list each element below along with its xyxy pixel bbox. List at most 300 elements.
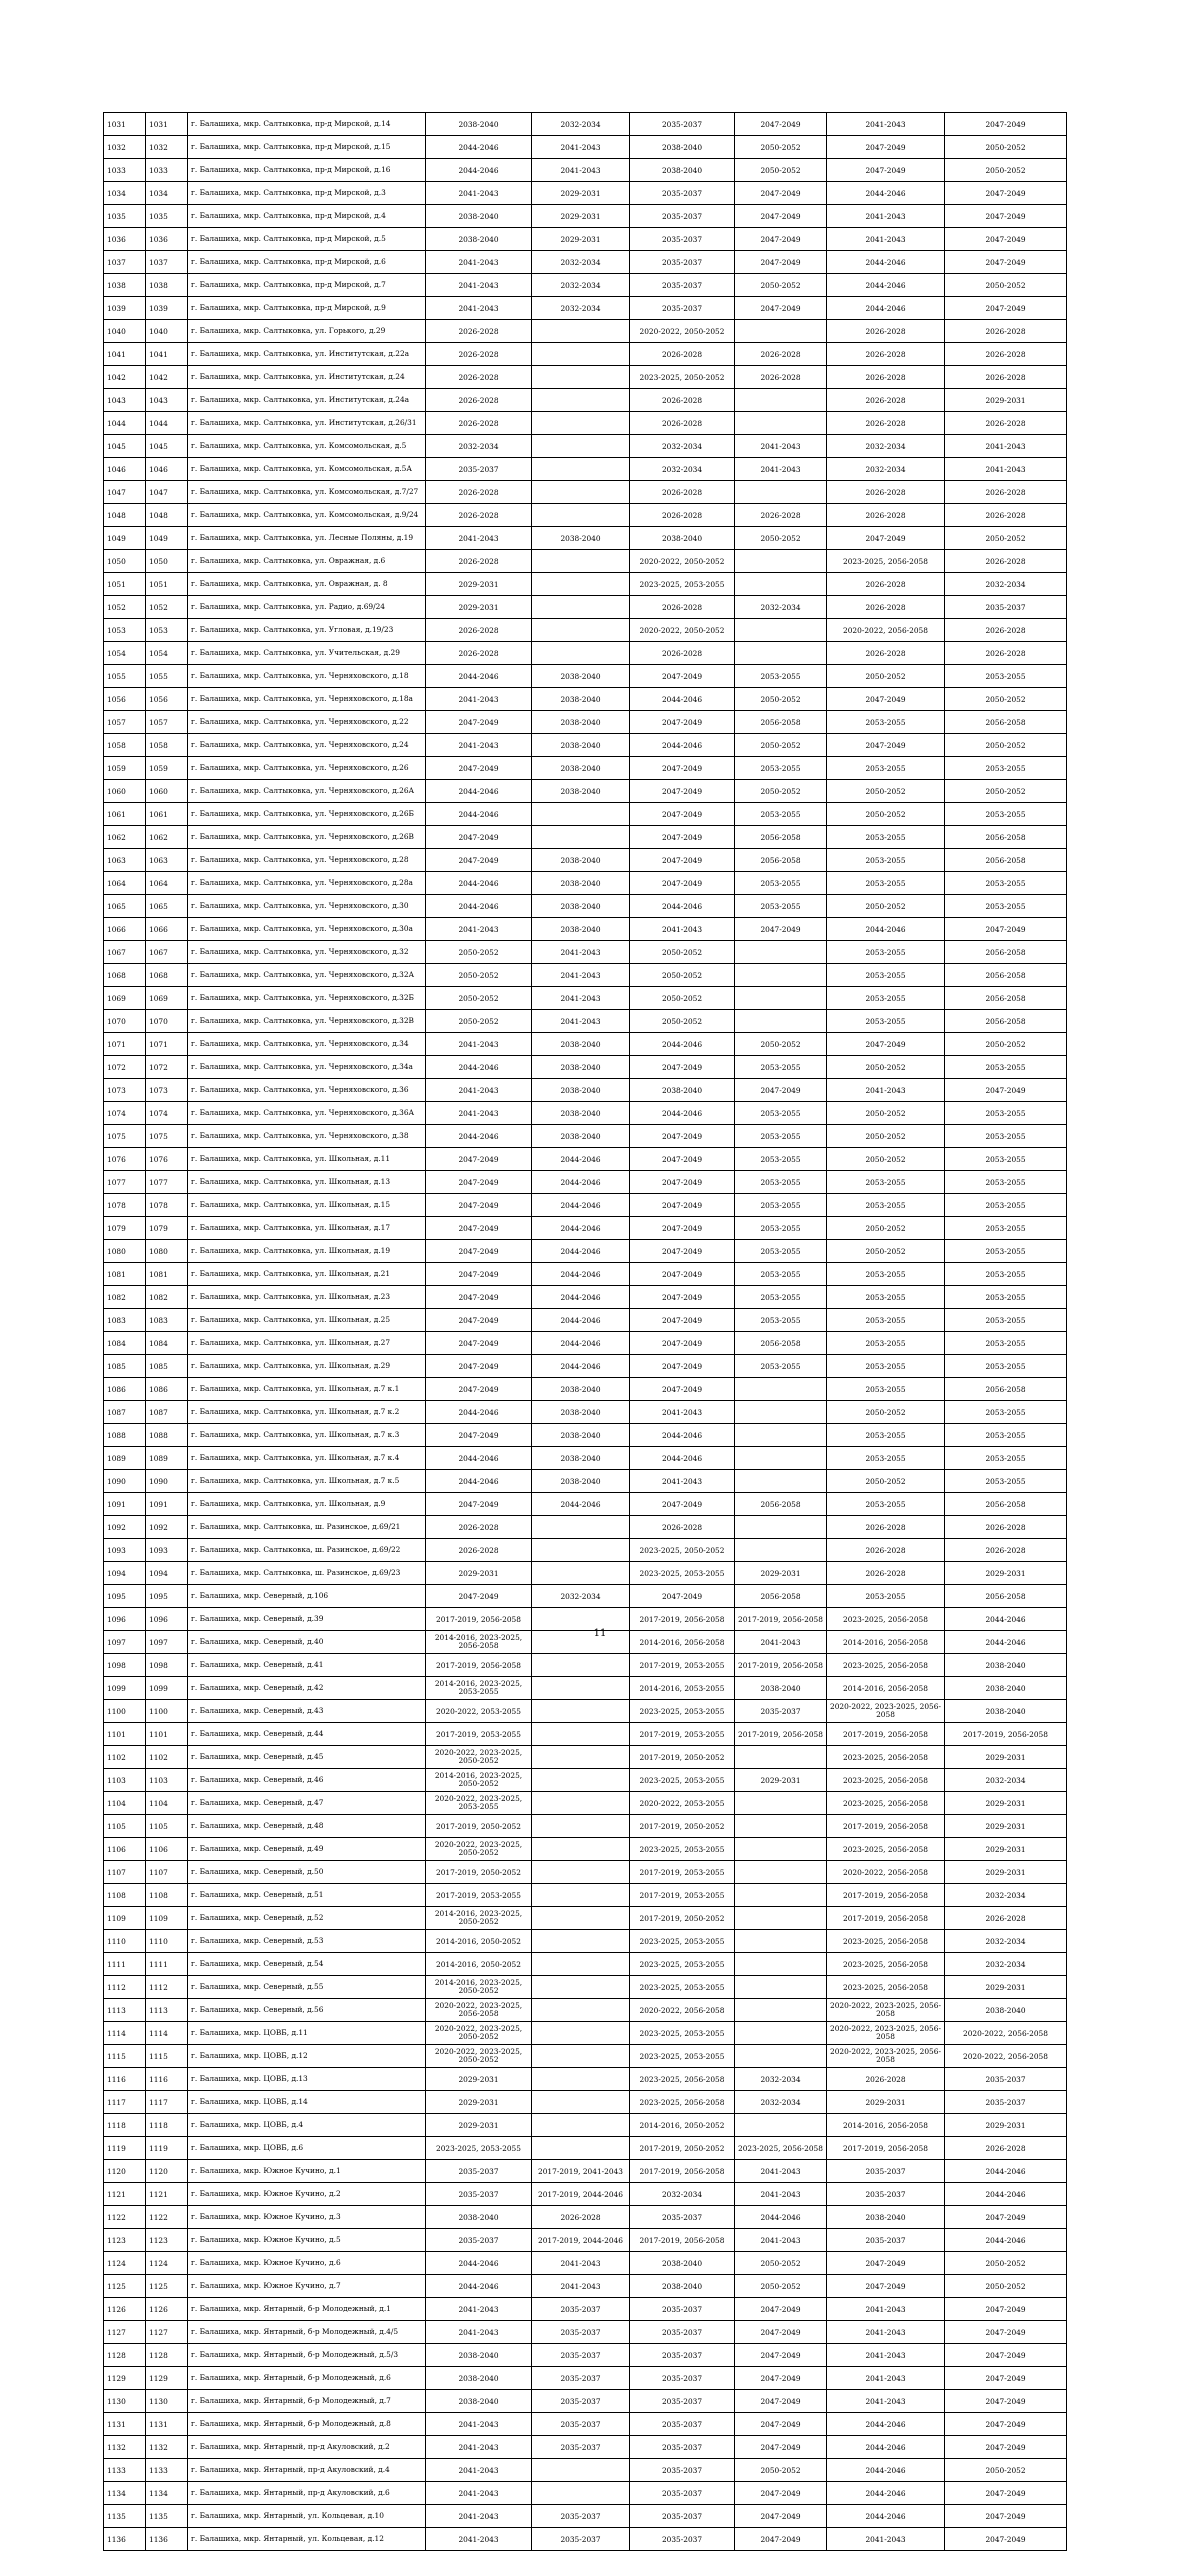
work-period-6-cell: 2044-2046 [945,2160,1067,2183]
work-period-6-cell: 2026-2028 [945,412,1067,435]
table-row [104,1861,1067,1884]
work-period-1-cell: 2047-2049 [426,1309,532,1332]
work-period-6-cell: 2047-2049 [945,205,1067,228]
work-period-1-cell: 2020-2022, 2053-2055 [426,1700,532,1723]
work-period-2-cell [532,1907,630,1930]
work-period-2-cell: 2038-2040 [532,918,630,941]
work-period-5-cell: 2023-2025, 2056-2058 [827,1930,945,1953]
work-period-2-cell: 2041-2043 [532,987,630,1010]
work-period-6-cell: 2053-2055 [945,1056,1067,1079]
work-period-4-cell: 2041-2043 [735,1631,827,1654]
work-period-4-cell [735,1999,827,2022]
table-row [104,2298,1067,2321]
row-number-cell: 1115 [104,2045,146,2068]
address-cell: г. Балашиха, мкр. Янтарный, ул. Кольцевая, д.12 [188,2528,426,2551]
row-number-cell: 1054 [104,642,146,665]
address-cell: г. Балашиха, мкр. Салтыковка, ул. Черняховского, д.36 [188,1079,426,1102]
work-period-2-cell: 2038-2040 [532,1378,630,1401]
work-period-5-cell: 2032-2034 [827,458,945,481]
work-period-5-cell: 2023-2025, 2056-2058 [827,1654,945,1677]
work-period-2-cell: 2038-2040 [532,1125,630,1148]
work-period-6-cell: 2038-2040 [945,1654,1067,1677]
row-number-cell: 1082 [104,1286,146,1309]
work-period-4-cell: 2047-2049 [735,2321,827,2344]
work-period-6-cell: 2053-2055 [945,1470,1067,1493]
row-number-cell: 1120 [104,2160,146,2183]
object-number-cell: 1098 [146,1654,188,1677]
work-period-6-cell: 2053-2055 [945,803,1067,826]
work-period-2-cell [532,1815,630,1838]
work-period-3-cell: 2044-2046 [630,688,735,711]
table-row [104,113,1067,136]
table-row [104,711,1067,734]
row-number-cell: 1032 [104,136,146,159]
row-number-cell: 1066 [104,918,146,941]
address-cell: г. Балашиха, мкр. Салтыковка, ул. Черняховского, д.30 [188,895,426,918]
work-period-3-cell: 2047-2049 [630,872,735,895]
work-period-6-cell: 2038-2040 [945,1677,1067,1700]
work-period-2-cell: 2032-2034 [532,113,630,136]
work-period-1-cell: 2014-2016, 2023-2025, 2050-2052 [426,1769,532,1792]
row-number-cell: 1071 [104,1033,146,1056]
work-period-4-cell: 2053-2055 [735,757,827,780]
work-period-4-cell [735,2022,827,2045]
address-cell: г. Балашиха, мкр. ЦОВБ, д.4 [188,2114,426,2137]
row-number-cell: 1060 [104,780,146,803]
work-period-1-cell: 2020-2022, 2023-2025, 2053-2055 [426,1792,532,1815]
work-period-6-cell: 2053-2055 [945,665,1067,688]
object-number-cell: 1086 [146,1378,188,1401]
work-period-6-cell: 2026-2028 [945,550,1067,573]
work-period-5-cell: 2041-2043 [827,228,945,251]
object-number-cell: 1094 [146,1562,188,1585]
work-period-1-cell: 2041-2043 [426,918,532,941]
table-row [104,1171,1067,1194]
work-period-5-cell: 2044-2046 [827,2413,945,2436]
work-period-5-cell: 2047-2049 [827,2252,945,2275]
work-period-1-cell: 2041-2043 [426,182,532,205]
work-period-3-cell: 2020-2022, 2050-2052 [630,320,735,343]
work-period-1-cell: 2014-2016, 2050-2052 [426,1930,532,1953]
row-number-cell: 1097 [104,1631,146,1654]
work-period-1-cell: 2044-2046 [426,1056,532,1079]
object-number-cell: 1132 [146,2436,188,2459]
work-period-5-cell: 2053-2055 [827,872,945,895]
row-number-cell: 1131 [104,2413,146,2436]
work-period-3-cell: 2047-2049 [630,757,735,780]
work-period-1-cell: 2047-2049 [426,711,532,734]
work-period-6-cell: 2047-2049 [945,2390,1067,2413]
work-period-4-cell: 2047-2049 [735,251,827,274]
work-period-2-cell [532,2459,630,2482]
address-cell: г. Балашиха, мкр. Салтыковка, ул. Школьная, д.7 к.4 [188,1447,426,1470]
table-row [104,2183,1067,2206]
address-cell: г. Балашиха, мкр. Янтарный, пр-д Акуловский, д.4 [188,2459,426,2482]
work-period-2-cell [532,2482,630,2505]
work-period-5-cell: 2029-2031 [827,2091,945,2114]
object-number-cell: 1056 [146,688,188,711]
work-period-3-cell: 2023-2025, 2053-2055 [630,1930,735,1953]
address-cell: г. Балашиха, мкр. Южное Кучино, д.1 [188,2160,426,2183]
work-period-3-cell: 2047-2049 [630,1263,735,1286]
work-period-4-cell: 2023-2025, 2056-2058 [735,2137,827,2160]
work-period-5-cell: 2026-2028 [827,412,945,435]
object-number-cell: 1089 [146,1447,188,1470]
table-row [104,918,1067,941]
row-number-cell: 1102 [104,1746,146,1769]
work-period-4-cell: 2053-2055 [735,1217,827,1240]
object-number-cell: 1038 [146,274,188,297]
address-cell: г. Балашиха, мкр. Салтыковка, ул. Комсомольская, д.5А [188,458,426,481]
work-period-6-cell: 2047-2049 [945,2367,1067,2390]
work-period-3-cell: 2047-2049 [630,1194,735,1217]
object-number-cell: 1085 [146,1355,188,1378]
work-period-6-cell: 2026-2028 [945,504,1067,527]
table-row [104,2528,1067,2551]
address-cell: г. Балашиха, мкр. Салтыковка, ул. Школьная, д.19 [188,1240,426,1263]
work-period-6-cell: 2047-2049 [945,2321,1067,2344]
work-period-3-cell: 2020-2022, 2050-2052 [630,619,735,642]
work-period-3-cell: 2023-2025, 2050-2052 [630,1539,735,1562]
address-cell: г. Балашиха, мкр. Салтыковка, ул. Школьная, д.13 [188,1171,426,1194]
address-cell: г. Балашиха, мкр. Салтыковка, пр-д Мирской, д.16 [188,159,426,182]
work-period-3-cell: 2047-2049 [630,1332,735,1355]
table-row [104,182,1067,205]
table-row [104,1976,1067,1999]
work-period-6-cell: 2026-2028 [945,642,1067,665]
work-period-1-cell: 2017-2019, 2053-2055 [426,1723,532,1746]
work-period-6-cell: 2035-2037 [945,2091,1067,2114]
work-period-5-cell: 2053-2055 [827,1263,945,1286]
work-period-2-cell: 2041-2043 [532,1010,630,1033]
work-period-4-cell: 2041-2043 [735,435,827,458]
address-cell: г. Балашиха, мкр. ЦОВБ, д.12 [188,2045,426,2068]
address-cell: г. Балашиха, мкр. Салтыковка, пр-д Мирской, д.3 [188,182,426,205]
row-number-cell: 1033 [104,159,146,182]
object-number-cell: 1126 [146,2298,188,2321]
work-period-2-cell [532,412,630,435]
work-period-6-cell: 2029-2031 [945,389,1067,412]
work-period-1-cell: 2041-2043 [426,527,532,550]
work-period-1-cell: 2041-2043 [426,688,532,711]
work-period-5-cell: 2026-2028 [827,504,945,527]
address-cell: г. Балашиха, мкр. Салтыковка, ул. Учительская, д.29 [188,642,426,665]
work-period-3-cell: 2038-2040 [630,2275,735,2298]
work-period-3-cell: 2017-2019, 2056-2058 [630,2229,735,2252]
work-period-4-cell: 2038-2040 [735,1677,827,1700]
work-period-2-cell [532,481,630,504]
work-period-6-cell: 2050-2052 [945,780,1067,803]
row-number-cell: 1104 [104,1792,146,1815]
address-cell: г. Балашиха, мкр. Салтыковка, ул. Черняховского, д.30а [188,918,426,941]
work-period-5-cell: 2050-2052 [827,1056,945,1079]
work-period-1-cell: 2026-2028 [426,366,532,389]
table-row [104,1792,1067,1815]
work-period-2-cell: 2038-2040 [532,527,630,550]
work-period-6-cell: 2050-2052 [945,2275,1067,2298]
work-period-1-cell: 2026-2028 [426,1516,532,1539]
object-number-cell: 1101 [146,1723,188,1746]
address-cell: г. Балашиха, мкр. Салтыковка, ул. Черняховского, д.26А [188,780,426,803]
row-number-cell: 1118 [104,2114,146,2137]
table-row [104,2252,1067,2275]
table-row [104,2436,1067,2459]
row-number-cell: 1031 [104,113,146,136]
work-period-1-cell: 2047-2049 [426,1355,532,1378]
row-number-cell: 1127 [104,2321,146,2344]
work-period-2-cell: 2038-2040 [532,849,630,872]
row-number-cell: 1106 [104,1838,146,1861]
table-row [104,228,1067,251]
object-number-cell: 1058 [146,734,188,757]
work-period-1-cell: 2038-2040 [426,2390,532,2413]
work-period-1-cell: 2026-2028 [426,320,532,343]
work-period-6-cell: 2050-2052 [945,688,1067,711]
work-period-1-cell: 2029-2031 [426,2114,532,2137]
work-period-1-cell: 2044-2046 [426,780,532,803]
work-period-3-cell: 2035-2037 [630,113,735,136]
work-period-1-cell: 2041-2043 [426,1033,532,1056]
work-period-3-cell: 2035-2037 [630,251,735,274]
work-period-2-cell: 2038-2040 [532,780,630,803]
address-cell: г. Балашиха, мкр. Салтыковка, ул. Угловая, д.19/23 [188,619,426,642]
work-period-5-cell: 2050-2052 [827,665,945,688]
row-number-cell: 1043 [104,389,146,412]
table-row [104,2045,1067,2068]
row-number-cell: 1073 [104,1079,146,1102]
work-period-5-cell: 2038-2040 [827,2206,945,2229]
address-cell: г. Балашиха, мкр. Южное Кучино, д.6 [188,2252,426,2275]
object-number-cell: 1122 [146,2206,188,2229]
work-period-3-cell: 2041-2043 [630,1470,735,1493]
object-number-cell: 1069 [146,987,188,1010]
object-number-cell: 1057 [146,711,188,734]
table-row [104,849,1067,872]
work-period-2-cell [532,1654,630,1677]
table-row [104,435,1067,458]
row-number-cell: 1110 [104,1930,146,1953]
work-period-4-cell: 2047-2049 [735,2482,827,2505]
work-period-5-cell: 2047-2049 [827,1033,945,1056]
work-period-1-cell: 2017-2019, 2056-2058 [426,1608,532,1631]
table-row [104,1056,1067,1079]
address-cell: г. Балашиха, мкр. Салтыковка, ул. Школьная, д.29 [188,1355,426,1378]
work-period-6-cell: 2047-2049 [945,2298,1067,2321]
table-row [104,481,1067,504]
table-row [104,550,1067,573]
work-period-3-cell: 2014-2016, 2050-2052 [630,2114,735,2137]
row-number-cell: 1092 [104,1516,146,1539]
object-number-cell: 1050 [146,550,188,573]
row-number-cell: 1062 [104,826,146,849]
work-period-5-cell: 2026-2028 [827,2068,945,2091]
work-period-2-cell: 2038-2040 [532,757,630,780]
work-period-5-cell: 2014-2016, 2056-2058 [827,1631,945,1654]
work-period-1-cell: 2020-2022, 2023-2025, 2050-2052 [426,1838,532,1861]
work-period-5-cell: 2041-2043 [827,2344,945,2367]
object-number-cell: 1102 [146,1746,188,1769]
object-number-cell: 1043 [146,389,188,412]
work-period-5-cell: 2044-2046 [827,2459,945,2482]
work-period-2-cell: 2038-2040 [532,1447,630,1470]
address-cell: г. Балашиха, мкр. Салтыковка, ул. Черняховского, д.26В [188,826,426,849]
row-number-cell: 1044 [104,412,146,435]
work-period-4-cell [735,2114,827,2137]
table-row [104,895,1067,918]
work-period-3-cell: 2026-2028 [630,504,735,527]
work-period-2-cell: 2041-2043 [532,941,630,964]
work-period-5-cell: 2044-2046 [827,918,945,941]
work-period-3-cell: 2017-2019, 2050-2052 [630,1815,735,1838]
work-period-5-cell: 2041-2043 [827,2321,945,2344]
work-period-5-cell: 2053-2055 [827,987,945,1010]
work-period-3-cell: 2044-2046 [630,1102,735,1125]
address-cell: г. Балашиха, мкр. Салтыковка, ул. Школьная, д.21 [188,1263,426,1286]
row-number-cell: 1100 [104,1700,146,1723]
work-period-3-cell: 2035-2037 [630,228,735,251]
work-period-3-cell: 2017-2019, 2053-2055 [630,1884,735,1907]
work-period-6-cell: 2053-2055 [945,1102,1067,1125]
work-period-5-cell: 2044-2046 [827,297,945,320]
work-period-5-cell: 2053-2055 [827,1286,945,1309]
work-period-1-cell: 2047-2049 [426,1171,532,1194]
work-period-6-cell: 2047-2049 [945,2505,1067,2528]
work-period-1-cell: 2023-2025, 2053-2055 [426,2137,532,2160]
object-number-cell: 1046 [146,458,188,481]
object-number-cell: 1055 [146,665,188,688]
table-row [104,504,1067,527]
work-period-1-cell: 2050-2052 [426,964,532,987]
table-row [104,941,1067,964]
work-period-4-cell [735,619,827,642]
work-period-3-cell: 2020-2022, 2050-2052 [630,550,735,573]
work-period-5-cell: 2032-2034 [827,435,945,458]
work-period-2-cell: 2044-2046 [532,1493,630,1516]
work-period-1-cell: 2026-2028 [426,1539,532,1562]
work-period-3-cell: 2017-2019, 2050-2052 [630,1907,735,1930]
work-period-3-cell: 2047-2049 [630,1585,735,1608]
work-period-4-cell: 2056-2058 [735,711,827,734]
work-period-3-cell: 2047-2049 [630,711,735,734]
work-period-5-cell: 2053-2055 [827,941,945,964]
work-period-1-cell: 2041-2043 [426,2528,532,2551]
work-period-5-cell: 2023-2025, 2056-2058 [827,1769,945,1792]
work-period-1-cell: 2026-2028 [426,343,532,366]
work-period-3-cell: 2038-2040 [630,2252,735,2275]
work-period-5-cell: 2053-2055 [827,964,945,987]
work-period-3-cell: 2017-2019, 2050-2052 [630,2137,735,2160]
table-row [104,1355,1067,1378]
object-number-cell: 1040 [146,320,188,343]
row-number-cell: 1053 [104,619,146,642]
work-period-1-cell: 2044-2046 [426,136,532,159]
row-number-cell: 1124 [104,2252,146,2275]
work-period-6-cell: 2050-2052 [945,159,1067,182]
address-cell: г. Балашиха, мкр. Салтыковка, ул. Школьная, д.11 [188,1148,426,1171]
work-period-1-cell: 2041-2043 [426,1102,532,1125]
object-number-cell: 1104 [146,1792,188,1815]
object-number-cell: 1111 [146,1953,188,1976]
table-row [104,1309,1067,1332]
work-period-6-cell: 2047-2049 [945,1079,1067,1102]
work-period-5-cell: 2026-2028 [827,389,945,412]
address-cell: г. Балашиха, мкр. Салтыковка, ул. Черняховского, д.34 [188,1033,426,1056]
work-period-5-cell: 2053-2055 [827,826,945,849]
work-period-4-cell: 2047-2049 [735,182,827,205]
work-period-1-cell: 2014-2016, 2023-2025, 2050-2052 [426,1976,532,1999]
address-cell: г. Балашиха, мкр. Янтарный, б-р Молодежный, д.8 [188,2413,426,2436]
work-period-1-cell: 2044-2046 [426,1470,532,1493]
work-period-5-cell: 2026-2028 [827,1539,945,1562]
work-period-2-cell [532,550,630,573]
address-cell: г. Балашиха, мкр. Салтыковка, ул. Институтская, д.22а [188,343,426,366]
table-row [104,619,1067,642]
work-period-6-cell: 2050-2052 [945,2459,1067,2482]
work-period-5-cell: 2044-2046 [827,2505,945,2528]
work-period-1-cell: 2041-2043 [426,251,532,274]
work-period-4-cell: 2026-2028 [735,366,827,389]
work-period-2-cell [532,2022,630,2045]
work-period-1-cell: 2041-2043 [426,734,532,757]
work-period-5-cell: 2041-2043 [827,113,945,136]
work-period-3-cell: 2050-2052 [630,1010,735,1033]
work-period-3-cell: 2017-2019, 2050-2052 [630,1746,735,1769]
work-period-3-cell: 2014-2016, 2053-2055 [630,1677,735,1700]
work-period-4-cell: 2053-2055 [735,1240,827,1263]
work-period-4-cell: 2050-2052 [735,780,827,803]
address-cell: г. Балашиха, мкр. Янтарный, б-р Молодежный, д.6 [188,2367,426,2390]
address-cell: г. Балашиха, мкр. Северный, д.40 [188,1631,426,1654]
work-period-1-cell: 2041-2043 [426,2505,532,2528]
work-period-4-cell [735,964,827,987]
object-number-cell: 1103 [146,1769,188,1792]
row-number-cell: 1101 [104,1723,146,1746]
work-period-6-cell: 2053-2055 [945,1447,1067,1470]
work-period-3-cell: 2047-2049 [630,1378,735,1401]
address-cell: г. Балашиха, мкр. Салтыковка, ул. Черняховского, д.32А [188,964,426,987]
work-period-1-cell: 2020-2022, 2023-2025, 2050-2052 [426,2022,532,2045]
work-period-2-cell: 2035-2037 [532,2298,630,2321]
work-period-2-cell: 2038-2040 [532,872,630,895]
work-period-2-cell [532,1884,630,1907]
work-period-2-cell: 2038-2040 [532,1079,630,1102]
work-period-4-cell: 2029-2031 [735,1562,827,1585]
work-period-3-cell: 2047-2049 [630,1309,735,1332]
object-number-cell: 1097 [146,1631,188,1654]
work-period-5-cell: 2044-2046 [827,251,945,274]
work-period-2-cell [532,1930,630,1953]
work-period-5-cell: 2053-2055 [827,1355,945,1378]
object-number-cell: 1074 [146,1102,188,1125]
work-period-6-cell: 2050-2052 [945,734,1067,757]
work-period-1-cell: 2047-2049 [426,1378,532,1401]
work-period-4-cell [735,320,827,343]
work-period-2-cell [532,1769,630,1792]
object-number-cell: 1064 [146,872,188,895]
work-period-5-cell: 2023-2025, 2056-2058 [827,550,945,573]
work-period-4-cell: 2050-2052 [735,734,827,757]
work-period-6-cell: 2020-2022, 2056-2058 [945,2022,1067,2045]
object-number-cell: 1116 [146,2068,188,2091]
work-period-4-cell [735,1516,827,1539]
work-period-1-cell: 2026-2028 [426,504,532,527]
address-cell: г. Балашиха, мкр. Салтыковка, ул. Лесные Поляны, д.19 [188,527,426,550]
address-cell: г. Балашиха, мкр. Салтыковка, ул. Радио, д.69/24 [188,596,426,619]
address-cell: г. Балашиха, мкр. Южное Кучино, д.7 [188,2275,426,2298]
work-period-6-cell: 2029-2031 [945,1976,1067,1999]
work-period-2-cell [532,1861,630,1884]
work-period-4-cell: 2047-2049 [735,228,827,251]
